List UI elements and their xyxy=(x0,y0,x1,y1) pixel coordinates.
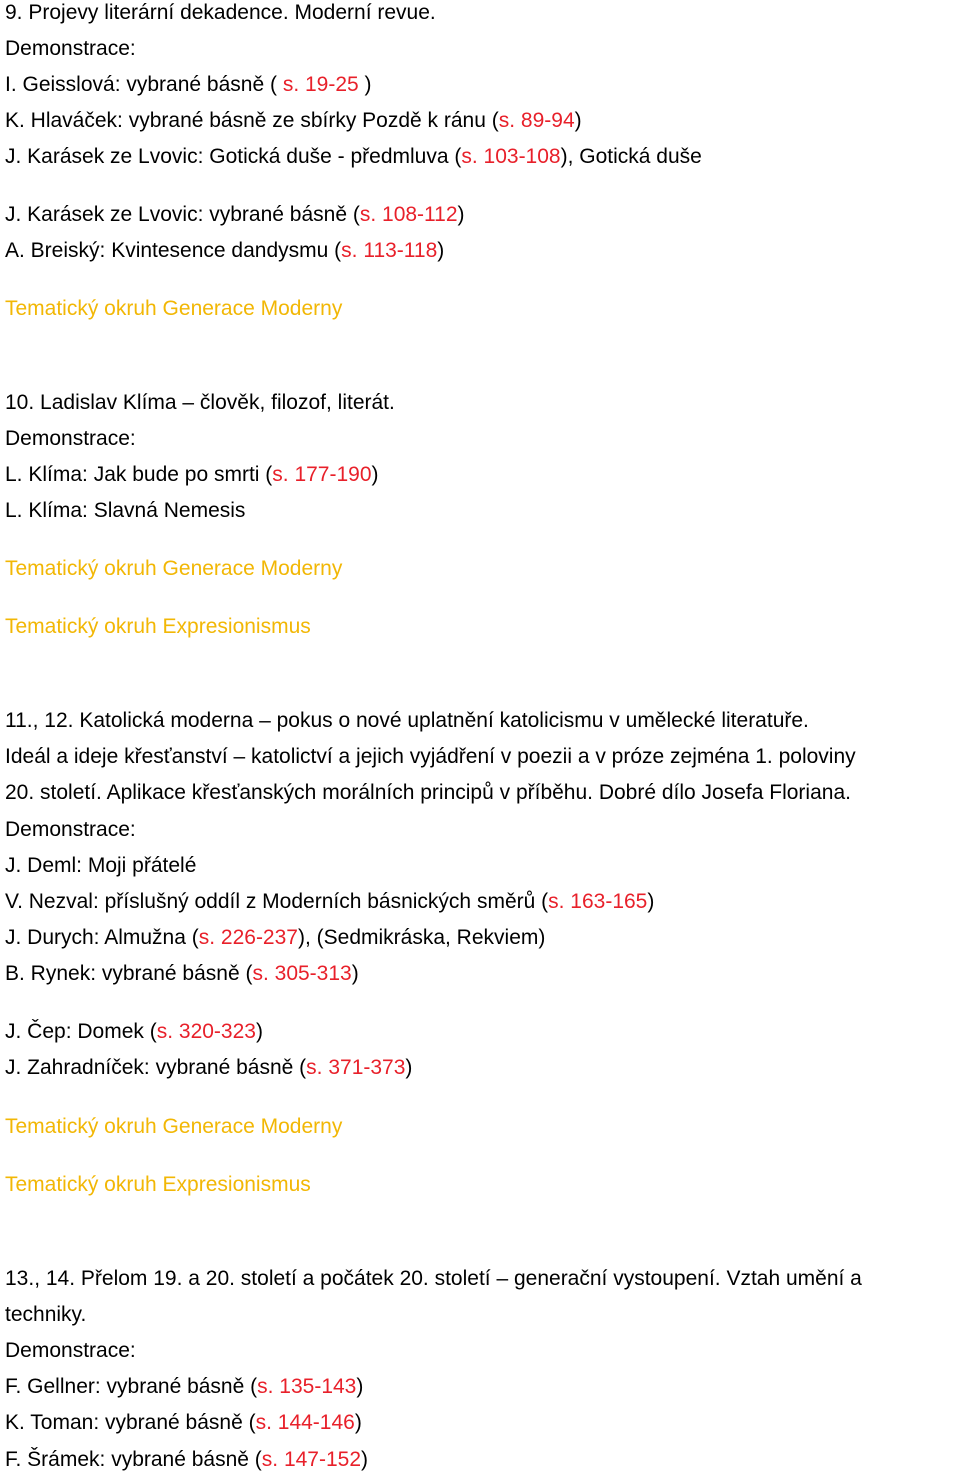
topic-link-line[interactable] xyxy=(5,614,960,640)
text-line xyxy=(5,1055,960,1081)
line-text: ) xyxy=(647,890,655,913)
line-text: ) xyxy=(351,962,359,985)
line-text: L. Klíma: Slavná Nemesis xyxy=(5,499,246,522)
line-text: 20. století. Aplikace křesťanských morálních principů v příběhu. Dobré dílo Josefa Floriana. xyxy=(5,781,851,804)
line-text: ) xyxy=(457,203,465,226)
line-text: ) xyxy=(437,239,445,262)
text-line xyxy=(5,144,960,170)
line-text: V. Nezval: příslušný oddíl z Moderních básnických směrů ( xyxy=(5,890,549,913)
line-text: ) xyxy=(356,1375,364,1398)
text-line xyxy=(5,390,960,416)
line-text: Demonstrace: xyxy=(5,37,136,60)
line-text: K. Toman: vybrané básně ( xyxy=(5,1411,256,1434)
text-line xyxy=(5,426,960,452)
text-line xyxy=(5,1410,960,1436)
line-text: 13., 14. Přelom 19. a 20. století a počátek 20. století – generační vystoupení. Vztah umění a xyxy=(5,1267,862,1290)
page-reference: s. 177-190 xyxy=(272,463,372,486)
text-line xyxy=(5,462,960,488)
topic-link[interactable]: Tematický okruh Generace Moderny xyxy=(5,557,343,580)
line-text: J. Čep: Domek ( xyxy=(5,1020,157,1043)
topic-link[interactable]: Tematický okruh Expresionismus xyxy=(5,1173,311,1196)
line-text: F. Šrámek: vybrané básně ( xyxy=(5,1448,262,1471)
text-line xyxy=(5,1019,960,1045)
text-line xyxy=(5,889,960,915)
line-text: 11., 12. Katolická moderna – pokus o nové uplatnění katolicismu v umělecké literatuře. xyxy=(5,709,809,732)
page-reference: s. 371-373 xyxy=(306,1056,406,1079)
text-line xyxy=(5,36,960,62)
line-text: Ideál a ideje křesťanství – katolictví a jejich vyjádření v poezii a v próze zejména 1. poloviny xyxy=(5,745,856,768)
line-text: ) xyxy=(405,1056,413,1079)
line-text: Demonstrace: xyxy=(5,1339,136,1362)
topic-link[interactable]: Tematický okruh Expresionismus xyxy=(5,615,311,638)
text-line xyxy=(5,961,960,987)
page-reference: s. 89-94 xyxy=(498,109,575,132)
page-reference: s. 19-25 xyxy=(282,73,359,96)
line-text: ) xyxy=(371,463,379,486)
topic-link-line[interactable] xyxy=(5,1172,960,1198)
text-line xyxy=(5,238,960,264)
line-text: J. Deml: Moji přátelé xyxy=(5,854,197,877)
line-text: techniky. xyxy=(5,1303,87,1326)
line-text: ) xyxy=(574,109,582,132)
topic-link-line[interactable] xyxy=(5,296,960,322)
line-text: ), Gotická duše xyxy=(560,145,702,168)
page-reference: s. 320-323 xyxy=(156,1020,256,1043)
line-text: Demonstrace: xyxy=(5,427,136,450)
text-line xyxy=(5,498,960,524)
text-line xyxy=(5,1266,960,1292)
topic-link-line[interactable] xyxy=(5,1114,960,1140)
text-line xyxy=(5,780,960,806)
line-text: I. Geisslová: vybrané básně ( xyxy=(5,73,283,96)
text-line xyxy=(5,72,960,98)
line-text: F. Gellner: vybrané básně ( xyxy=(5,1375,258,1398)
text-line xyxy=(5,1447,960,1473)
text-line xyxy=(5,1338,960,1364)
line-text: L. Klíma: Jak bude po smrti ( xyxy=(5,463,273,486)
line-text: ) xyxy=(255,1020,263,1043)
line-text: J. Karásek ze Lvovic: vybrané básně ( xyxy=(5,203,360,226)
topic-link-line[interactable] xyxy=(5,556,960,582)
line-text: ) xyxy=(358,73,372,96)
text-line xyxy=(5,1374,960,1400)
line-text: J. Durych: Almužna ( xyxy=(5,926,199,949)
page-reference: s. 147-152 xyxy=(261,1448,362,1471)
line-text: ) xyxy=(354,1411,362,1434)
text-line xyxy=(5,817,960,843)
page-reference: s. 163-165 xyxy=(548,890,648,913)
text-line xyxy=(5,202,960,228)
line-text: Demonstrace: xyxy=(5,818,136,841)
page-reference: s. 103-108 xyxy=(461,145,561,168)
text-line xyxy=(5,744,960,770)
topic-link[interactable]: Tematický okruh Generace Moderny xyxy=(5,297,343,320)
line-text: ) xyxy=(361,1448,369,1471)
text-line xyxy=(5,1302,960,1328)
line-text: A. Breiský: Kvintesence dandysmu ( xyxy=(5,239,342,262)
line-text: ), (Sedmikráska, Rekviem) xyxy=(297,926,546,949)
line-text: 9. Projevy literární dekadence. Moderní revue. xyxy=(5,1,436,24)
page-reference: s. 226-237 xyxy=(198,926,298,949)
line-text: 10. Ladislav Klíma – člověk, filozof, literát. xyxy=(5,391,395,414)
text-line xyxy=(5,0,960,26)
page-reference: s. 113-118 xyxy=(341,239,438,262)
page-reference: s. 135-143 xyxy=(257,1375,357,1398)
page-reference: s. 144-146 xyxy=(255,1411,355,1434)
text-line xyxy=(5,708,960,734)
line-text: B. Rynek: vybrané básně ( xyxy=(5,962,253,985)
text-line xyxy=(5,853,960,879)
page-reference: s. 305-313 xyxy=(252,962,352,985)
line-text: K. Hlaváček: vybrané básně ze sbírky Pozdě k ránu ( xyxy=(5,109,499,132)
page-reference: s. 108-112 xyxy=(359,203,458,226)
text-line xyxy=(5,108,960,134)
topic-link[interactable]: Tematický okruh Generace Moderny xyxy=(5,1115,343,1138)
line-text: J. Zahradníček: vybrané básně ( xyxy=(5,1056,307,1079)
text-line xyxy=(5,925,960,951)
line-text: J. Karásek ze Lvovic: Gotická duše - předmluva ( xyxy=(5,145,462,168)
